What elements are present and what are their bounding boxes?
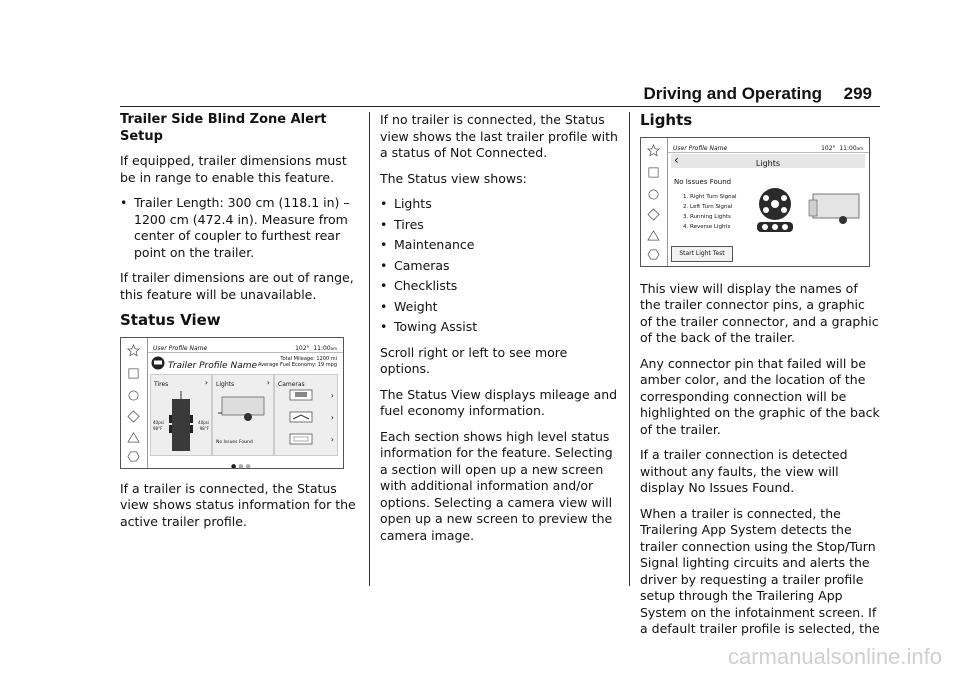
trailer-profile-row [151,356,339,372]
lights-status: No Issues Found [216,439,253,445]
square-icon [647,166,660,179]
list-item: • Tires [380,217,620,234]
diamond-icon [127,410,140,423]
screen-sidebar [121,338,148,468]
heading-lights: Lights [640,111,693,129]
column-1 [120,112,360,539]
lights-title-bar [671,154,865,168]
column-3 [640,112,880,647]
trailer-side-icon [218,395,268,423]
paragraph: When a trailer is connected, the Trailering App System detects the trailer connection using the Stop/Turn Signal lighting circuits and alerts the driver by requesting a trailer profile setup through the Trailering App System on the infotainment screen. If a default trailer profile is selected, the [640,505,880,636]
pin-list [683,192,737,232]
page-number: 299 [843,84,872,103]
screen-status-bar [148,338,343,353]
screen-sidebar [641,138,668,266]
chevron-right-icon: › [266,377,270,387]
star-icon [127,344,140,357]
triangle-icon [127,431,140,444]
chevron-right-icon: › [330,390,334,400]
section-title: Driving and Operating [643,84,822,103]
tire-temp-right: 98°F [199,425,209,431]
list-item: • Maintenance [380,237,620,254]
status-view-screen [120,337,344,469]
paragraph: If a trailer is connected, the Status view shows status information for the active trailer profile. [120,480,356,529]
column-divider [369,112,370,586]
clock: 11:00 [313,344,331,352]
page-footer [0,630,960,678]
tires-card[interactable] [150,374,212,456]
list-item: • Checklists [380,278,620,295]
temperature: 102° [295,344,310,352]
hexagon-icon [647,248,660,261]
list-item: • Weight [380,299,620,316]
status-view-list [380,196,620,336]
pin-item: 4. Reverse Lights [683,223,731,230]
connector-icon [753,184,797,238]
camera-view-2-icon[interactable] [289,411,313,423]
diamond-icon [647,208,660,221]
square-icon [127,367,140,380]
tire-pressure-left: 40psi [153,419,164,425]
cameras-card[interactable] [274,374,338,456]
start-light-test-button[interactable] [671,246,733,262]
camera-view-3-icon[interactable] [289,433,313,445]
tires-card-label: Tires [154,380,169,388]
trailer-top-view-icon [169,391,193,453]
column-divider [629,112,630,586]
paragraph: If equipped, trailer dimensions must be in range to enable this feature. [120,153,347,185]
chevron-right-icon: › [330,434,334,444]
paragraph: Any connector pin that failed will be amber color, and the location of the corresponding connection will be highlighted on the graphic of the back of the trailer. [640,355,880,437]
list-item: • Towing Assist [380,319,620,336]
user-profile-name: User Profile Name [153,344,208,352]
heading-blind-zone: Trailer Side Blind Zone Alert Setup [120,112,327,144]
chevron-right-icon: › [330,412,334,422]
star-icon [647,144,660,157]
trailer-profile-name: Trailer Profile Name [168,360,258,371]
paragraph: The Status View displays mileage and fuel economy information. [380,386,618,418]
user-profile-name: User Profile Name [673,144,728,152]
trip-info [258,356,337,368]
paragraph: This view will display the names of the trailer connector pins, a graphic of the trailer connector, and a graphic of the back of the trailer. [640,280,879,345]
heading-status-view: Status View [120,311,221,329]
bullet-item: • Trailer Length: 300 cm (118.1 in) – 1200 cm (472.4 in). Measure from center of coupler to furthest rear point on the trailer. [120,195,360,261]
circle-icon [647,188,660,201]
chevron-right-icon: › [204,377,208,387]
screen-status-bar [668,138,869,153]
lights-screen [640,137,870,267]
page-header [0,0,960,110]
hexagon-icon [127,450,140,463]
header-rule [120,106,880,107]
circle-icon [127,389,140,402]
lights-screen-title: Lights [755,158,781,168]
paragraph: If trailer dimensions are out of range, this feature will be unavailable. [120,270,354,302]
trailer-rear-icon [807,192,863,226]
pin-item: 3. Running Lights [683,213,731,220]
clock-suffix: am [856,145,863,151]
average-fuel-economy: Average Fuel Economy: 19 mpg [257,361,337,368]
clock-suffix: am [330,345,337,351]
list-item: • Lights [380,196,620,213]
paragraph: Scroll right or left to see more options. [380,344,568,376]
triangle-icon [647,229,660,242]
camera-view-1-icon[interactable] [289,389,313,401]
clock: 11:00 [839,144,857,152]
paragraph: Each section shows high level status information for the feature. Selecting a section will open up a new screen with additional information and/or options. Selecting a camera view will open up a new screen to preview the camera image. [380,428,613,543]
temperature: 102° [821,144,836,152]
start-light-test-label: Start Light Test [679,249,725,257]
list-item: • Cameras [380,258,620,275]
cameras-card-label: Cameras [278,380,305,388]
paragraph: The Status view shows: [380,170,527,186]
lights-card[interactable] [212,374,274,456]
column-2 [380,112,620,553]
back-chevron-icon[interactable]: ‹ [674,152,679,167]
pin-item: 2. Left Turn Signal [683,203,733,210]
lights-status: No Issues Found [674,177,732,186]
paragraph: If no trailer is connected, the Status view shows the last trailer profile with a status of Not Connected. [380,112,618,160]
watermark: carmanualsonline.info [727,644,942,669]
trailer-badge-icon [151,356,165,370]
tire-pressure-right: 40psi [198,419,209,425]
total-mileage: Total Mileage: 1200 mi [280,355,337,362]
page-dots[interactable]: ●●● [231,462,253,469]
paragraph: If a trailer connection is detected without any faults, the view will display No Issues Found. [640,447,848,495]
pin-item: 1. Right Turn Signal [683,193,737,200]
lights-card-label: Lights [216,380,235,388]
tire-temp-left: 98°F [153,425,163,431]
